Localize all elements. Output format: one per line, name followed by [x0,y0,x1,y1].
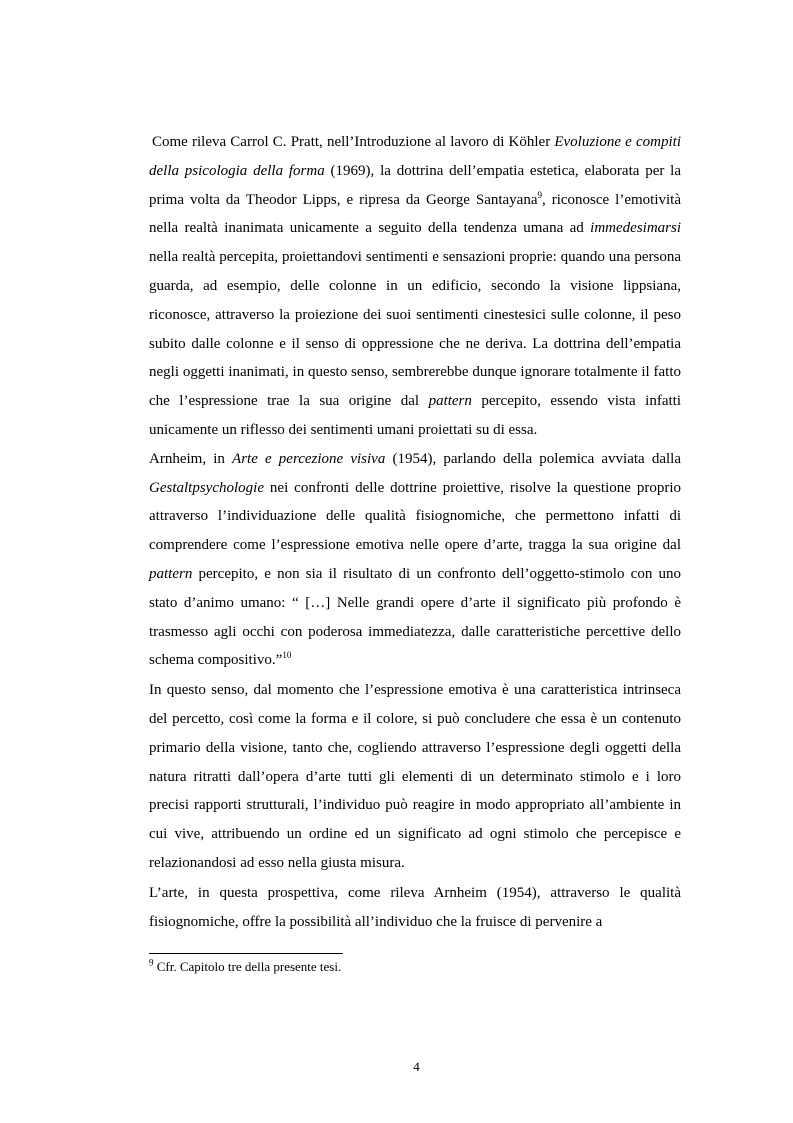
text-run: Arnheim, in [149,450,233,467]
page-number: 4 [413,1059,420,1074]
text-run: percepito, essendo vista infatti unicamente un riflesso dei sentimenti umani proiettati su di essa. [149,393,681,438]
text-run: , riconosce l’emotività nella realtà inanimata unicamente a seguito della tendenza umana ad [149,191,681,237]
text-run: percepito, e non sia il risultato di un confronto dell’oggetto-stimolo con uno stato d’animo umano: “ […] Nelle grandi opere d’arte il significato più profondo è trasmesso agli occhi con poderosa immediatezza, dalle caratteristiche percettive dello schema compositivo.” [149,565,681,669]
text-run: Come rileva Carrol C. Pratt, nell’Introduzione al lavoro di Köhler [152,134,555,150]
text-run: nei confronti delle dottrine proiettive, risolve la questione proprio attraverso l’individuazione delle qualità fisiognomiche, che permettono infatti di comprendere come l’espressione emotiva nelle opere d’arte, tragga la sua origine dal [149,479,681,554]
paragraph [149,128,681,445]
text-run: (1954), parlando della polemica avviata dalla [385,450,681,467]
text-run: nella realtà percepita, proiettandovi sentimenti e sensazioni proprie: quando una persona guarda, ad esempio, delle colonne in un edificio, secondo la visione lippsiana, riconosce, attraverso la proiezione dei suoi sentimenti cinestesici sulle colonne, il peso subito dalle colonne e il senso di oppressione che ne deriva. La dottrina dell’empatia negli oggetti inanimati, in questo senso, sembrerebbe dunque ignorare totalmente il fatto che l’espressione trae la sua origine dal [149,249,681,410]
footnote-reference: 9 [537,189,542,200]
italic-text: pattern [149,565,193,582]
italic-text: immedesimarsi [590,220,681,237]
italic-text: Evoluzione e compiti della psicologia della forma [149,134,681,179]
paragraph [149,676,681,878]
italic-text: Arte e percezione visiva [232,450,386,467]
italic-text: pattern [428,393,472,410]
italic-text: Gestaltpsychologie [149,479,264,496]
footnote-text: Cfr. Capitolo tre della presente tesi. [153,959,342,974]
footnote [149,959,681,975]
paragraph [149,445,681,675]
footnote-reference: 10 [282,650,292,661]
text-run: (1969), la dottrina dell’empatia estetica, elaborata per la prima volta da Theodor Lipps, e ripresa da George Santayana [149,162,681,208]
text-run: In questo senso, dal momento che l’espressione emotiva è una caratteristica intrinseca del percetto, così come la forma e il colore, si può concludere che essa è un contenuto primario della visione, tanto che, cogliendo attraverso l’espressione degli oggetti della natura ritratti dall’opera d’arte tutti gli elementi di un determinato stimolo e i loro precisi rapporti strutturali, l’individuo può reagire in modo appropriato all’ambiente in cui vive, attribuendo un ordine ed un significato ad ogni stimolo che percepisce e relazionandosi ad esso nella giusta misura. [149,682,681,871]
footnote-number: 9 [149,957,154,968]
paragraph [149,879,681,937]
footnote-separator [149,953,343,954]
body-text [149,128,681,936]
text-run: L’arte, in questa prospettiva, come rileva Arnheim (1954), attraverso le qualità fisiognomiche, offre la possibilità all’individuo che la fruisce di pervenire a [149,884,681,930]
